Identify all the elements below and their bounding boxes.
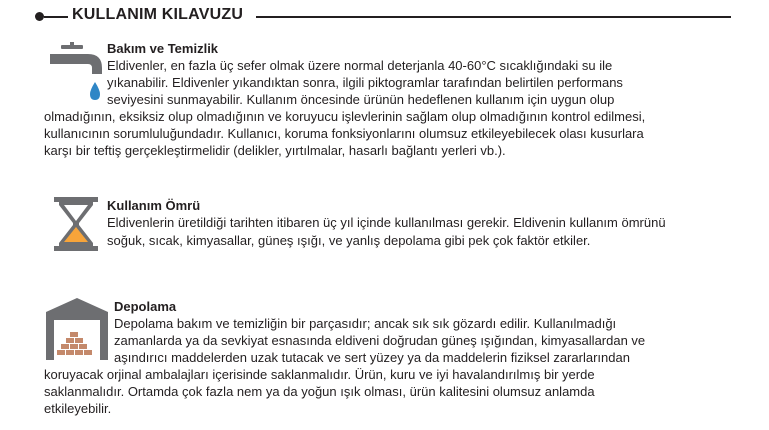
body-text-line: saklanmalıdır. Ortamda çok fazla nem ya da yoğun ışık olması, ürün kalitesini olumsuz anlamda — [44, 384, 595, 399]
header-bullet — [35, 12, 44, 21]
body-text-line: aşındırıcı maddelerden uzak tutacak ve sert yüzey ya da maddelerin fiziksel zararlarından — [114, 350, 630, 365]
warehouse-icon — [46, 298, 108, 360]
body-text-line: seviyesini sunmayabilir. Kullanım öncesinde ürünün hedeflenen kullanım için uygun olup — [107, 92, 615, 107]
section-title-depolama: Depolama — [114, 299, 177, 314]
body-text-line: olmadığının, eksiksiz olup olmadığının ve koruyucu işlevlerinin sağlam olup olmadığının kontrol edilmesi, — [44, 109, 646, 124]
body-text-line: Eldivenler, en fazla üç sefer olmak üzere normal deterjanla 40-60°C sıcaklığındaki su ile — [107, 58, 613, 73]
body-text-line: kullanıcının sorumluluğundadır. Kullanıcı, koruma fonksiyonlarını olumsuz etkileyebilecek olası kusurlara — [44, 126, 644, 141]
hourglass-icon — [54, 197, 98, 251]
body-text-line: Eldivenlerin üretildiği tarihten itibaren üç yıl içinde kullanılması gerekir. Eldivenin kullanım ömrünü — [107, 215, 666, 230]
faucet-icon — [48, 40, 106, 104]
body-text-line: koruyacak orjinal ambalajları içerisinde saklanmalıdır. Ürün, kuru ve iyi havalandırılmış bir yerde — [44, 367, 595, 382]
header-rule-left — [44, 16, 68, 18]
header-rule-right — [256, 16, 731, 18]
section-header — [0, 0, 769, 30]
body-text-line: karşı bir teftiş gerçekleştirmelidir (delikler, yırtılmalar, hasarlı bağlantı yerleri vb.). — [44, 143, 506, 158]
section-title-kullanim-omru: Kullanım Ömrü — [107, 198, 201, 213]
body-text-line: soğuk, sıcak, kimyasallar, güneş ışığı, ve yanlış depolama gibi pek çok faktör etkiler. — [107, 233, 591, 248]
body-text-line: etkileyebilir. — [44, 401, 112, 416]
body-text-line: Depolama bakım ve temizliğin bir parçasıdır; ancak sık sık gözardı edilir. Kullanılmadığı — [114, 316, 617, 331]
body-text-line: yıkanabilir. Eldivenler yıkandıktan sonra, ilgili piktogramlar tarafından belirtilen performans — [107, 75, 623, 90]
page-title: KULLANIM KILAVUZU — [72, 6, 244, 23]
body-text-line: zamanlarda ya da sevkiyat esnasında eldiveni doğrudan güneş ışığından, kimyasallardan ve — [114, 333, 646, 348]
section-title-bakim: Bakım ve Temizlik — [107, 41, 219, 56]
